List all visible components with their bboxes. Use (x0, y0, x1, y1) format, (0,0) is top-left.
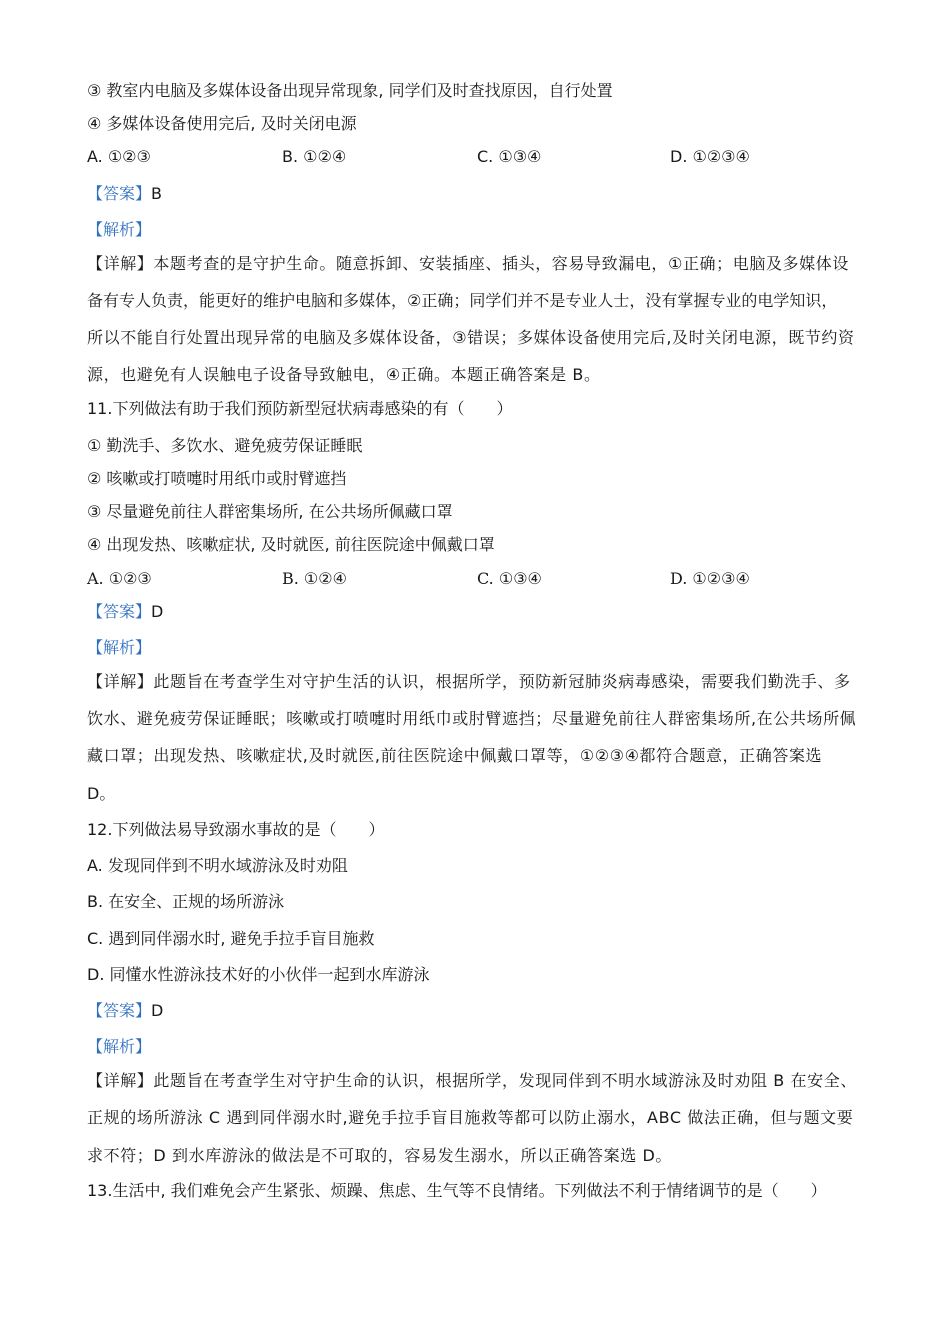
q10-item-4: ④ 多媒体设备使用完后, 及时关闭电源 (87, 114, 357, 133)
q10-item-3: ③ 教室内电脑及多媒体设备出现异常现象, 同学们及时查找原因，自行处置 (87, 81, 613, 100)
q11-option-b: B. ①②④ (282, 569, 347, 588)
q11-option-d: D. ①②③④ (670, 569, 750, 588)
q11-question: 11.下列做法有助于我们预防新型冠状病毒感染的有（ ） (87, 399, 513, 418)
q12-detail-line-2: 正规的场所游泳 C 遇到同伴溺水时,避免手拉手盲目施救等都可以防止溺水，ABC 做法正确，但与题文要 (87, 1108, 854, 1127)
q11-item-2: ② 咳嗽或打喷嚏时用纸巾或肘臂遮挡 (87, 469, 347, 488)
q10-option-b: B. ①②④ (282, 147, 347, 166)
q11-detail-line-4: D。 (87, 784, 116, 803)
q11-detail-line-2: 饮水、避免疲劳保证睡眠；咳嗽或打喷嚏时用纸巾或肘臂遮挡；尽量避免前往人群密集场所,在公共场所佩 (87, 709, 857, 728)
q10-detail-line-1: 【详解】本题考查的是守护生命。随意拆卸、安装插座、插头，容易导致漏电，①正确；电脑及多媒体设 (87, 254, 849, 273)
q12-analysis-tag: 【解析】 (87, 1037, 152, 1056)
answer-value: D (151, 602, 164, 621)
answer-tag: 【答案】 (87, 1001, 152, 1020)
q10-analysis-tag: 【解析】 (87, 220, 152, 239)
q11-item-4: ④ 出现发热、咳嗽症状, 及时就医, 前往医院途中佩戴口罩 (87, 535, 495, 554)
q12-question: 12.下列做法易导致溺水事故的是（ ） (87, 820, 385, 839)
q10-option-d: D. ①②③④ (670, 147, 750, 166)
q13-question: 13.生活中, 我们难免会产生紧张、烦躁、焦虑、生气等不良情绪。下列做法不利于情绪调节的是（ ） (87, 1181, 827, 1200)
q12-detail-line-3: 求不符；D 到水库游泳的做法是不可取的，容易发生溺水，所以正确答案选 D。 (87, 1146, 673, 1165)
q11-detail-line-3: 藏口罩；出现发热、咳嗽症状,及时就医,前往医院途中佩戴口罩等，①②③④都符合题意，正确答案选 (87, 746, 823, 765)
answer-value: D (151, 1001, 164, 1020)
q10-detail-line-2: 备有专人负责，能更好的维护电脑和多媒体，②正确；同学们并不是专业人士，没有掌握专业的电学知识， (87, 291, 838, 310)
q11-answer (87, 602, 163, 622)
q12-option-b: B. 在安全、正规的场所游泳 (87, 892, 285, 911)
q12-option-c: C. 遇到同伴溺水时, 避免手拉手盲目施救 (87, 929, 375, 948)
q10-option-a: A. ①②③ (87, 147, 151, 166)
q10-answer (87, 184, 162, 204)
q12-option-d: D. 同懂水性游泳技术好的小伙伴一起到水库游泳 (87, 965, 430, 984)
q10-option-c: C. ①③④ (477, 147, 542, 166)
q11-option-a: A. ①②③ (87, 569, 152, 588)
q12-detail-line-1: 【详解】此题旨在考查学生对守护生命的认识，根据所学，发现同伴到不明水域游泳及时劝阻 B 在安全、 (87, 1071, 857, 1090)
q11-detail-line-1: 【详解】此题旨在考查学生对守护生活的认识，根据所学，预防新冠肺炎病毒感染，需要我们勤洗手、多 (87, 672, 851, 691)
q12-answer (87, 1001, 163, 1021)
q11-analysis-tag: 【解析】 (87, 638, 152, 657)
q11-item-1: ① 勤洗手、多饮水、避免疲劳保证睡眠 (87, 436, 363, 455)
q11-option-c: C. ①③④ (477, 569, 542, 588)
answer-value: B (151, 184, 162, 203)
q11-item-3: ③ 尽量避免前往人群密集场所, 在公共场所佩藏口罩 (87, 502, 453, 521)
q12-option-a: A. 发现同伴到不明水域游泳及时劝阻 (87, 856, 348, 875)
answer-tag: 【答案】 (87, 602, 152, 621)
answer-tag: 【答案】 (87, 184, 152, 203)
q10-detail-line-3: 所以不能自行处置出现异常的电脑及多媒体设备，③错误；多媒体设备使用完后,及时关闭电源，既节约资 (87, 328, 855, 347)
q10-detail-line-4: 源，也避免有人误触电子设备导致触电，④正确。本题正确答案是 B。 (87, 365, 601, 384)
